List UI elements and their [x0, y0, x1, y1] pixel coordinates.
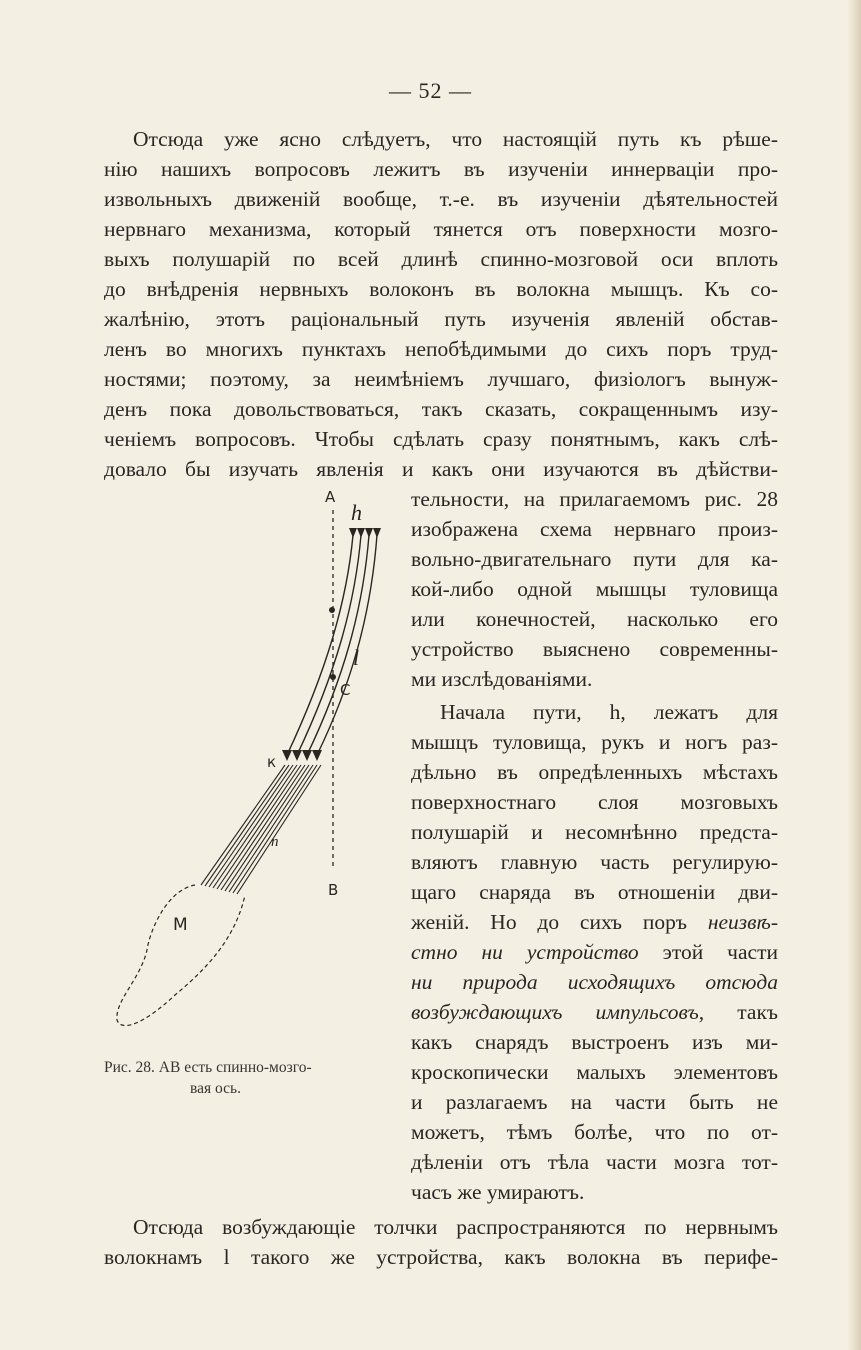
text-line: извольныхъ движеній вообще, т.-е. въ изученіи дѣятельностей [104, 187, 778, 211]
text-line: какъ снарядъ выстроенъ изъ ми- [411, 1030, 778, 1054]
text-line: тельности, на прилагаемомъ рис. 28 [411, 487, 778, 511]
label-c: C [340, 681, 351, 699]
text-line: полушарій и несомнѣнно предста- [411, 820, 778, 844]
figure-28-nerve-path-diagram [95, 480, 395, 1040]
nerve-fibre [307, 535, 369, 755]
text-line: жалѣнію, этотъ раціональный путь изученія явленій обстав- [104, 307, 778, 331]
text-line: Отсюда уже ясно слѣдуетъ, что настоящій путь къ рѣше- [133, 127, 778, 151]
text-line: кой-либо одной мышцы туловища [411, 577, 778, 601]
text-line: кроскопически малыхъ элементовъ [411, 1060, 778, 1084]
motor-nerve-bundle [201, 765, 321, 894]
text-line: Начала пути, h, лежатъ для [440, 700, 778, 724]
italic-text-run: стно ни устройство [411, 940, 639, 964]
text-line [411, 937, 778, 967]
text-line: щаго снаряда въ отношеніи дви- [411, 880, 778, 904]
italic-text-line: ни природа исходящихъ отсюда [411, 970, 778, 994]
text-line: выхъ полушарій по всей длинѣ спинно-мозговой оси вплоть [104, 247, 778, 271]
nerve-fibre [287, 535, 353, 755]
text-line: нервнаго механизма, который тянется отъ поверхности мозго- [104, 217, 778, 241]
text-line: Отсюда возбуждающіе толчки распространяются по нервнымъ [133, 1215, 778, 1239]
fibre-end-arrowheads [282, 750, 322, 761]
axis-point-c-dot [330, 674, 336, 680]
page-edge-shadow [847, 0, 861, 1350]
caption-line: вая ось. [190, 1080, 241, 1097]
text-line: денъ пока довольствоваться, такъ сказать, сокращеннымъ изу- [104, 397, 778, 421]
text-line: дѣльно въ опредѣленныхъ мѣстахъ [411, 760, 778, 784]
label-h: h [351, 500, 362, 525]
label-a: A [325, 488, 336, 506]
text-line [411, 907, 778, 937]
text-line: ченіемъ вопросовъ. Чтобы сдѣлать сразу понятнымъ, какъ слѣ- [104, 427, 778, 451]
text-run: такъ [704, 1000, 779, 1024]
text-line: вольно-двигательнаго пути для ка- [411, 547, 778, 571]
text-line [411, 997, 778, 1027]
axis-point-dot [329, 607, 335, 613]
figure-caption [104, 1057, 394, 1099]
text-line: нію нашихъ вопросовъ лежитъ въ изученіи иннерваціи про- [104, 157, 778, 181]
label-n: n [271, 834, 279, 850]
nerve-fibre [317, 535, 377, 755]
text-line: вляютъ главную часть регулирую- [411, 850, 778, 874]
page-number: — 52 — [389, 78, 472, 103]
text-line: ми изслѣдованіями. [411, 667, 593, 691]
italic-text-run: неизвѣ- [707, 910, 778, 934]
text-line: мышцъ туловища, рукъ и ногъ раз- [411, 730, 778, 754]
text-line: довало бы изучать явленія и какъ они изучаются въ дѣйстви- [104, 457, 778, 481]
text-run: этой части [638, 940, 778, 964]
nerve-fibre [297, 535, 361, 755]
text-line: дѣленіи отъ тѣла части мозга тот- [411, 1150, 778, 1174]
italic-text-run: возбуждающихъ импульсовъ, [411, 1000, 705, 1024]
label-k: к [267, 753, 277, 771]
label-l: l [353, 645, 360, 670]
label-m: M [173, 915, 188, 935]
label-b: B [328, 881, 339, 899]
text-line: ностями; поэтому, за неимѣніемъ лучшаго, физіологъ вынуж- [104, 367, 778, 391]
text-line: или конечностей, насколько его [411, 607, 778, 631]
text-line: можетъ, тѣмъ болѣе, что по от- [411, 1120, 778, 1144]
text-line: ленъ во многихъ пунктахъ непобѣдимыми до сихъ поръ труд- [104, 337, 778, 361]
caption-line: Рис. 28. AB есть спинно-мозго- [104, 1059, 312, 1076]
text-line: поверхностнаго слоя мозговыхъ [411, 790, 778, 814]
text-line: устройство выяснено современны- [411, 637, 778, 661]
text-line: и разлагаемъ на части быть не [411, 1090, 778, 1114]
text-line: часъ же умираютъ. [411, 1180, 585, 1204]
text-line: волокнамъ l такого же устройства, какъ волокна въ перифе- [104, 1245, 778, 1269]
text-line: до внѣдренія нервныхъ волоконъ въ волокна мышцъ. Къ со- [104, 277, 778, 301]
muscle-outline [117, 885, 245, 1026]
text-line: изображена схема нервнаго произ- [411, 517, 778, 541]
text-run: женій. Но до сихъ поръ [411, 910, 708, 934]
